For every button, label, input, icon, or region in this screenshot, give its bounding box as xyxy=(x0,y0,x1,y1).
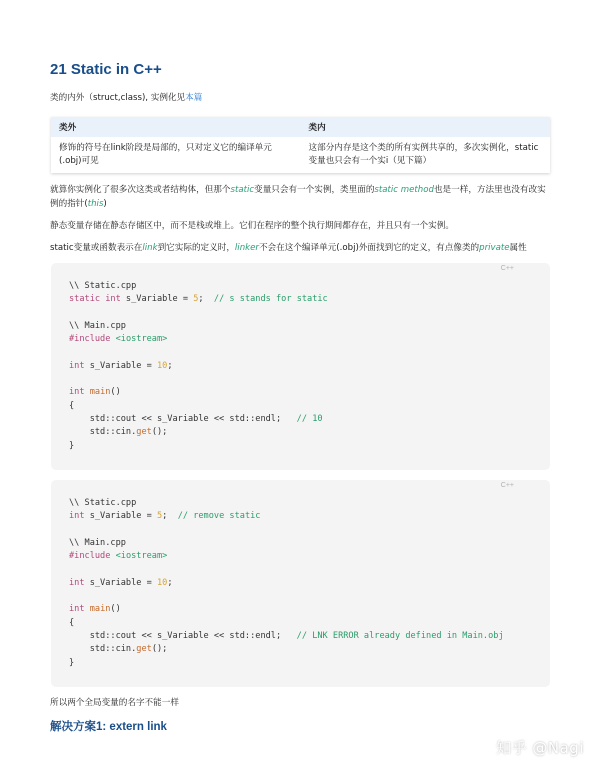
table-header-row xyxy=(51,117,550,137)
watermark: 知乎 @Nagi xyxy=(496,739,584,757)
emphasis: static xyxy=(230,185,255,195)
code-keyword: int xyxy=(69,511,85,522)
paragraph-instances xyxy=(50,183,550,211)
code-text: std::cin. xyxy=(89,427,137,438)
code-comment: // 10 xyxy=(296,413,323,424)
code-number: 10 xyxy=(156,577,168,588)
text-run: ) xyxy=(103,199,107,209)
code-content: \\ Static.cpp int s_Variable = 5; // remove static \\ Main.cpp #include <iostream> int s_Variable = 10; int main() { std::cout << s_Variable << std::endl; // LNK ERROR already defined in Main.obj std::cin.get(); } xyxy=(69,498,504,668)
text-run: static变量或函数表示在 xyxy=(50,243,143,253)
code-keyword: int xyxy=(69,387,85,398)
text-run: 不会在这个编译单元(.obj)外面找到它的定义，有点像类的 xyxy=(258,243,480,253)
code-number: 5 xyxy=(193,294,199,305)
emphasis: private xyxy=(479,243,510,253)
code-comment-line: \\ Static.cpp xyxy=(69,498,137,508)
emphasis: linker xyxy=(234,243,259,253)
code-text: std::cout << s_Variable << std::endl; xyxy=(89,630,282,641)
code-keyword: #include xyxy=(69,551,111,562)
code-string: <iostream> xyxy=(115,551,168,562)
table-row xyxy=(51,137,550,173)
code-text: s_Variable = xyxy=(120,294,194,305)
paragraph-linkage xyxy=(50,241,550,255)
code-keyword: int xyxy=(69,360,85,371)
table-header: 类外 xyxy=(51,117,301,137)
text-run: 就算你实例化了很多次这类或者结构体，但那个 xyxy=(50,185,231,195)
code-comment: // s stands for static xyxy=(213,294,328,305)
code-keyword: int xyxy=(69,577,85,588)
code-function: main xyxy=(89,604,111,615)
table-header: 类内 xyxy=(301,117,551,137)
code-text: ; xyxy=(198,294,214,305)
section-heading: 解决方案1: extern link xyxy=(50,721,167,733)
paragraph-storage: 静态变量存储在静态存储区中，而不是栈或堆上。它们在程序的整个执行期间都存在，并且只有一个实例。 xyxy=(50,221,454,231)
code-function: main xyxy=(89,387,111,398)
code-comment-line: \\ Static.cpp xyxy=(69,281,137,291)
code-language-label: C++ xyxy=(500,265,514,272)
code-text: s_Variable = xyxy=(84,577,157,588)
code-keyword: #include xyxy=(69,334,111,345)
code-text: s_Variable = xyxy=(84,360,157,371)
text-run: 变量只会有一个实例，类里面的 xyxy=(254,185,375,195)
code-comment: // remove static xyxy=(177,511,261,522)
text-run: 也是一样，方法里也没有改实例的指针( xyxy=(50,185,546,209)
code-text: s_Variable = xyxy=(84,511,157,522)
paragraph-conclusion: 所以两个全局变量的名字不能一样 xyxy=(50,698,179,708)
code-function: get xyxy=(136,644,152,655)
code-block[interactable] xyxy=(51,480,550,687)
code-text: std::cout << s_Variable << std::endl; xyxy=(89,413,282,424)
code-language-label: C++ xyxy=(500,482,514,489)
code-content: \\ Static.cpp static int s_Variable = 5; // s stands for static \\ Main.cpp #include <iostream> int s_Variable = 10; int main() { std::cout << s_Variable << std::endl; // 10 std::cin.get(); } xyxy=(69,281,328,451)
intro-text: 类的内外（struct,class), 实例化见 xyxy=(50,93,186,103)
table-cell: 修饰的符号在link阶段是局部的，只对定义它的编译单元(.obj)可见 xyxy=(51,137,301,173)
code-number: 5 xyxy=(156,511,163,522)
code-text: std::cin. xyxy=(89,644,137,655)
code-number: 10 xyxy=(156,360,168,371)
emphasis: this xyxy=(87,199,104,209)
code-string: <iostream> xyxy=(115,334,168,345)
page-title: 21 Static in C++ xyxy=(50,61,162,78)
emphasis: link xyxy=(142,243,158,253)
table-cell: 这部分内存是这个类的所有实例共享的，多次实例化，static变量也只会有一个实i（见下篇） xyxy=(301,137,551,173)
code-comment-line: \\ Main.cpp xyxy=(69,537,126,548)
intro-line xyxy=(50,91,202,103)
code-function: get xyxy=(136,427,152,438)
comparison-table xyxy=(51,117,550,173)
code-block[interactable] xyxy=(51,263,550,470)
emphasis: static method xyxy=(374,185,434,195)
code-keyword: static int xyxy=(69,294,121,305)
intro-link[interactable]: 本篇 xyxy=(185,93,203,103)
text-run: 属性 xyxy=(509,243,527,253)
code-comment-line: \\ Main.cpp xyxy=(69,320,126,331)
code-comment: // LNK ERROR already defined in Main.obj xyxy=(296,630,504,641)
code-keyword: int xyxy=(69,604,85,615)
text-run: 到它实际的定义时， xyxy=(157,243,235,253)
